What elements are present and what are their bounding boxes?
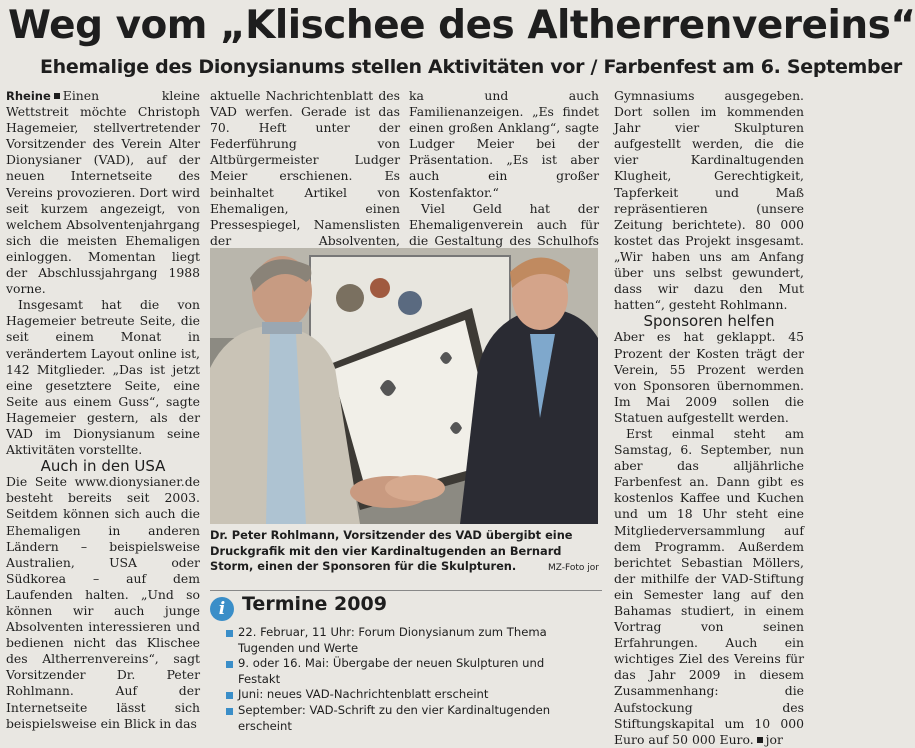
handshake-photo-illustration: [210, 248, 598, 524]
article-column-4: [614, 88, 804, 748]
subheadline: Ehemalige des Dionysianums stellen Aktivitäten vor / Farbenfest am 6. September: [40, 56, 902, 78]
dateline: Rheine: [6, 89, 51, 103]
paragraph: ka und auch Familienanzeigen. „Es findet einen großen Anklang“, sagte Ludger Meier bei der Präsentation. „Es ist aber auch ein großer Kostenfaktor.“: [409, 88, 599, 200]
termine-box: [210, 590, 602, 733]
paragraph: Viel Geld hat der Ehemaligenverein auch für die Gestaltung des Schulhofs: [409, 200, 599, 248]
paragraph: Aber es hat geklappt. 45 Prozent der Kosten trägt der Verein, 55 Prozent werden von Sponsoren übernommen. Im Mai 2009 sollen die Statuen aufgestellt werden.: [614, 329, 804, 425]
photo-caption: Dr. Peter Rohlmann, Vorsitzender des VAD übergibt eine Druckgrafik mit den vier Kardinaltugenden an Bernard Storm, einen der Sponsoren für die Skulpturen.: [210, 528, 573, 573]
info-icon: i: [210, 597, 234, 621]
headline: Weg vom „Klischee des Altherrenvereins“: [8, 3, 915, 48]
paragraph: Insgesamt hat die von Hagemeier betreute Seite, die seit einem Monat in verändertem Layout online ist, 142 Mitglieder. „Das ist jetzt eine gesetztere Seite, eine Seite aus einem Guss“, sagte Hagemeier gestern, als der VAD im Dionysianum seine Aktivitäten vorstellte.: [6, 297, 200, 458]
list-item: 9. oder 16. Mai: Übergabe der neuen Skulpturen und Festakt: [226, 656, 584, 687]
article-photo: [210, 248, 598, 524]
section-subheading: Sponsoren helfen: [643, 312, 775, 331]
paragraph: Gymnasiums ausgegeben. Dort sollen im kommenden Jahr vier Skulpturen aufgestellt werden, die die vier Kardinaltugenden Klugheit, Gerechtigkeit, Tapferkeit und Maß repräsentieren (unsere Zeitung berichtete). 80 000 kostet das Projekt insgesamt. „Wir haben uns am Anfang über uns selbst gewundert, dass wir dazu den Mut hatten“, gesteht Rohlmann.: [614, 88, 804, 313]
paragraph: Erst einmal steht am Samstag, 6. September, nun aber das alljährliche Farbenfest an. Dann gibt es kostenlos Kaffee und Kuchen und um 18 Uhr steht eine Mitgliederversammlung auf dem Programm. Außerdem berichtet Sebastian Möllers, der mithilfe der VAD-Stiftung ein Semester lang auf den Bahamas studiert, in einem Vortrag von seinen Erfahrungen. Auch ein wichtiges Ziel des Vereins für das Jahr 2009 in diesem Zusammenhang: die Aufstockung des Stiftungskapital um 10 000 Euro auf 50 000 Euro. jor: [614, 425, 804, 747]
paragraph: aktuelle Nachrichtenblatt des VAD werfen. Gerade ist das 70. Heft unter der Federführung von Altbürgermeister Ludger Meier erschienen. Es beinhaltet Artikel von Ehemaligen, einen Pressespiegel, Namenslisten der Absolventen,: [210, 88, 400, 248]
termine-list: [226, 625, 584, 734]
square-bullet-icon: [54, 93, 60, 99]
article-column-3: [409, 88, 599, 265]
article-column-2: [210, 88, 400, 265]
author-signoff: jor: [765, 731, 783, 747]
article-column-1: [6, 88, 200, 732]
termine-title: Termine 2009: [242, 593, 387, 615]
square-bullet-icon: [757, 737, 763, 743]
paragraph: Die Seite www.dionysianer.de besteht bereits seit 2003. Seitdem können sich auch die Ehemaligen in anderen Ländern – beispielsweise Australien, USA oder Südkorea – auf dem Laufenden halten. „Und so können wir auch junge Absolventen interessieren und bedienen nicht das Klischee des Altherrenvereins“, sagt Vorsitzender Dr. Peter Rohlmann. Auf der Internetseite lässt sich beispielsweise ein Blick in das: [6, 474, 200, 731]
list-item: Juni: neues VAD-Nachrichtenblatt erscheint: [226, 687, 584, 703]
list-item: September: VAD-Schrift zu den vier Kardinaltugenden erscheint: [226, 703, 584, 734]
list-item: 22. Februar, 11 Uhr: Forum Dionysianum zum Thema Tugenden und Werte: [226, 625, 584, 656]
photo-credit: MZ-Foto jor: [548, 563, 599, 573]
section-subheading: Auch in den USA: [40, 457, 166, 476]
paragraph: Rheine Einen kleine Wettstreit möchte Christoph Hagemeier, stellvertretender Vorsitzender des Verein Alter Dionysianer (VAD), auf der neuen Internetseite des Vereins provozieren. Dort wird seit kurzem angezeigt, von welchem Absolventenjahrgang sich die meisten Ehemaligen einloggen. Momentan liegt der Abschlussjahrgang 1988 vorne.: [6, 88, 201, 297]
